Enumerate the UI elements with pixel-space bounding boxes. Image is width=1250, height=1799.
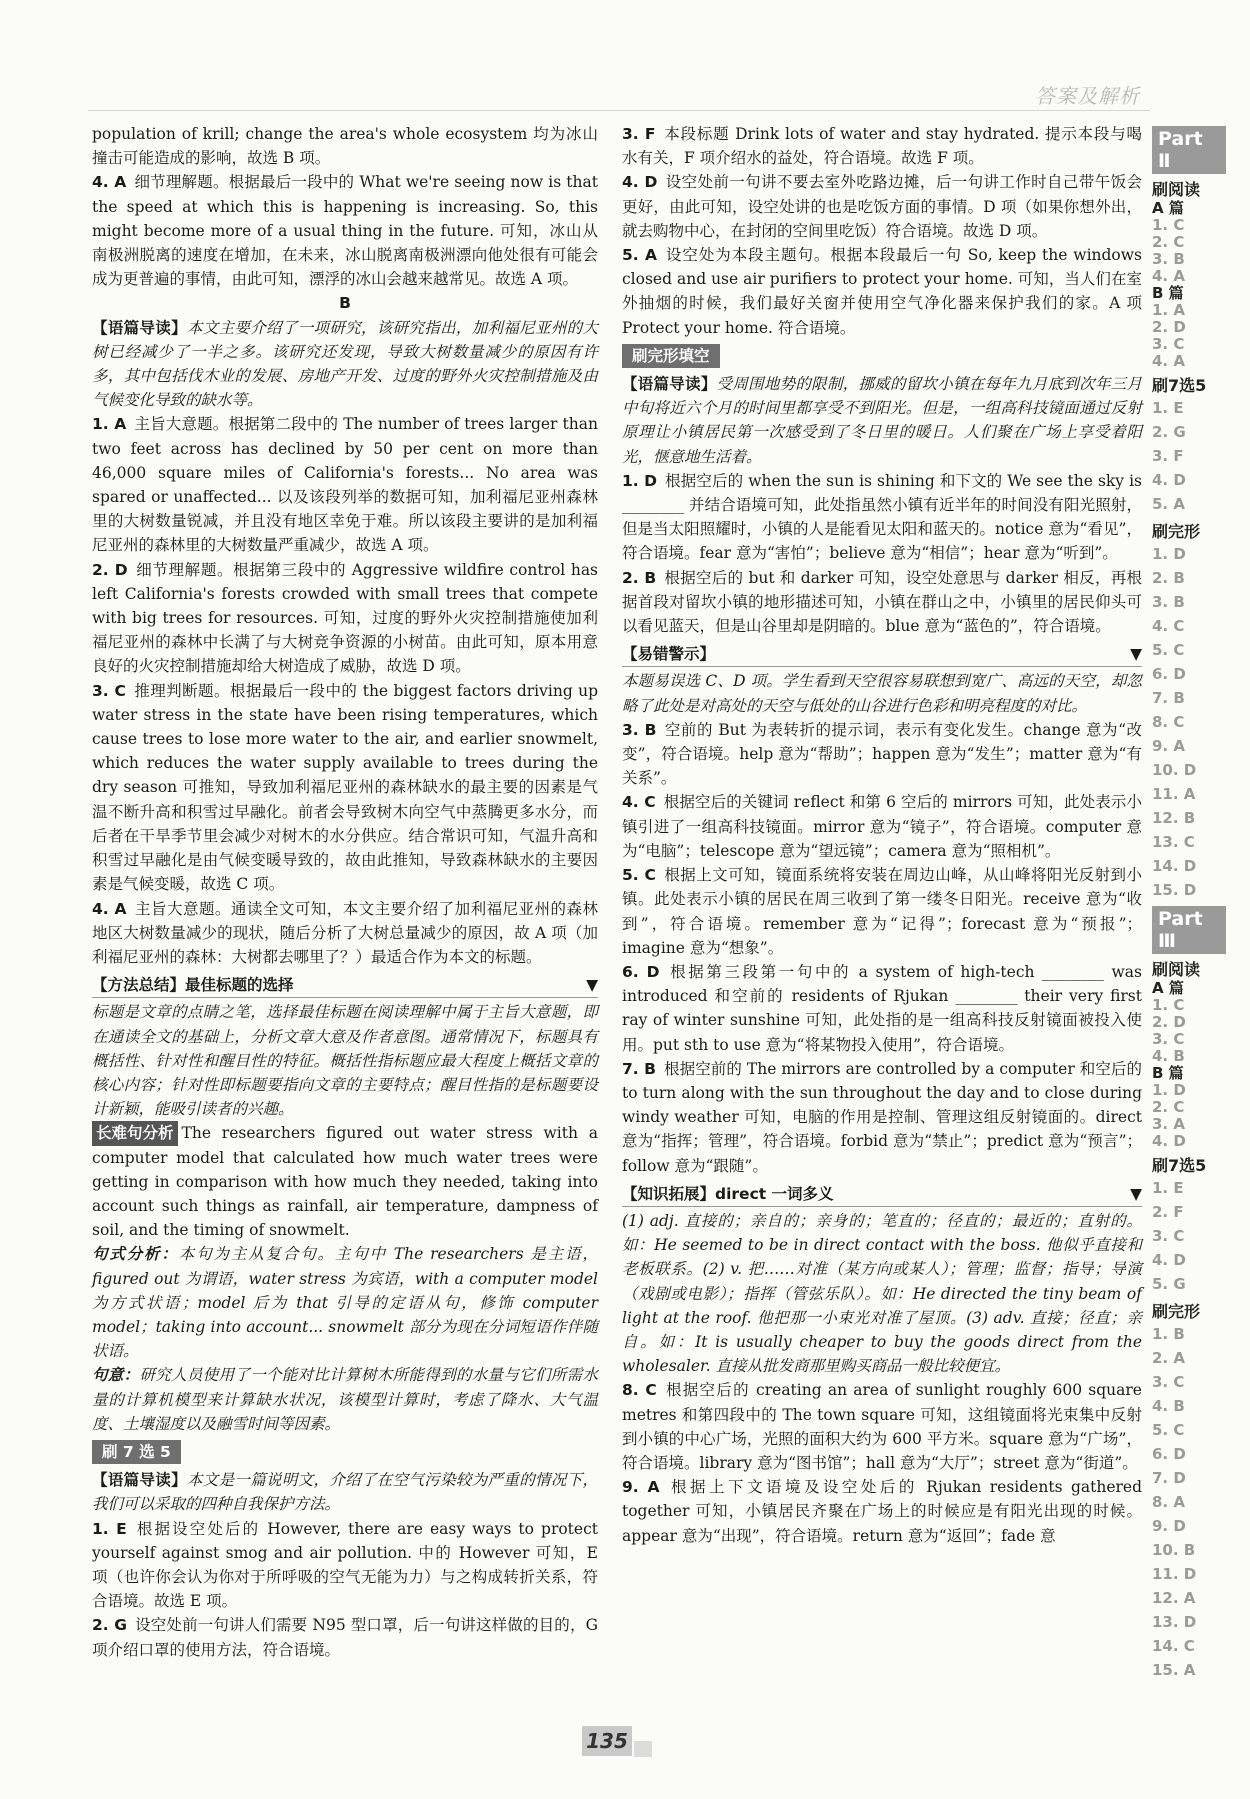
syntax-label: 句式分析： xyxy=(92,1245,179,1264)
answer-item xyxy=(622,863,1142,960)
answer-number: 4. C xyxy=(622,793,656,812)
answer-text: 根据第三段第一句中的 a system of high-tech ________ was introduced 和空前的 residents of Rjukan ________ their very first ray of winter sunshine 可知，此处指的是一组高科技反射镜面被投入使用。put sth to use 意为“将某物投入使用”，符合语境。 xyxy=(622,962,1143,1054)
long-sentence-label: 长难句分析 xyxy=(92,1121,178,1145)
sidebar-heading: A 篇 xyxy=(1152,979,1184,997)
sidebar-heading: 刷7选5 xyxy=(1152,1156,1207,1175)
answer-number: 9. A xyxy=(622,1478,660,1497)
syntax-analysis xyxy=(92,1242,598,1363)
answer-number: 2. G xyxy=(92,1616,127,1635)
sidebar-answer: 4. A xyxy=(1152,267,1185,285)
answer-number: 4. A xyxy=(92,899,127,918)
answer-number: 6. D xyxy=(622,962,660,981)
sidebar-answer: 14. C xyxy=(1152,1637,1195,1655)
answer-item xyxy=(92,897,598,970)
sidebar-answer: 12. A xyxy=(1152,1589,1196,1607)
sidebar-answer: 1. C xyxy=(1152,996,1185,1014)
sidebar-answer: 2. G xyxy=(1152,423,1186,441)
sidebar-answer: 3. C xyxy=(1152,1373,1185,1391)
reading-guide xyxy=(622,372,1142,469)
sidebar-answer: 2. B xyxy=(1152,569,1185,587)
guide-label: 【语篇导读】 xyxy=(92,318,187,337)
answer-number: 3. F xyxy=(622,125,656,143)
sidebar-heading: 刷完形 xyxy=(1152,1302,1201,1321)
answer-text: 根据空前的 The mirrors are controlled by a computer 和空后的 to turn along with the sun throughout the day and to close during windy weather 可知，电脑的作用是控制、管理这组反射镜面的。direct 意为“指挥；管理”，符合语境。forbid 意为“禁止”；predict 意为“预言”；follow 意为“跟随”。 xyxy=(622,1059,1142,1175)
sentence-meaning xyxy=(92,1363,598,1436)
sidebar-answer: 8. C xyxy=(1152,713,1185,731)
answer-number: 1. D xyxy=(622,471,658,490)
sidebar-answer: 1. D xyxy=(1152,545,1186,563)
sidebar-answer: 4. B xyxy=(1152,1047,1185,1065)
method-text: 标题是文章的点睛之笔，选择最佳标题在阅读理解中属于主旨大意题，即在通读全文的基础上，分析文章大意及作者意图。通常情况下，标题具有概括性、针对性和醒目性的特征。概括性指标题应最大程度上概括文章的核心内容；针对性即标题要指向文章的主要特点；醒目性指的是标题要设计新颖，能吸引读者的兴趣。 xyxy=(92,1003,598,1119)
sidebar-answer: 13. C xyxy=(1152,833,1195,851)
answer-item xyxy=(622,469,1142,566)
sidebar-answer: 1. C xyxy=(1152,216,1185,234)
meaning-text: 研究人员使用了一个能对比计算树木所能得到的水量与它们所需水量的计算机模型来计算缺水状况，该模型计算时，考虑了降水、大气温度、土壤湿度以及融雪时间等因素。 xyxy=(92,1366,598,1433)
answer-item xyxy=(92,1613,598,1661)
answer-text: 设空处前一句讲不要去室外吃路边摊，后一句讲工作时自己带午饭会更好，由此可知，设空处讲的也是吃饭方面的事情。D 项（如果你想外出，就去购物中心，在封闭的空间里吃饭）符合语境。故选 D 项。 xyxy=(622,173,1142,240)
sidebar-heading: 刷阅读 xyxy=(1152,180,1201,199)
answer-number: 7. B xyxy=(622,1059,656,1078)
sidebar-answer: 2. C xyxy=(1152,233,1185,251)
guide-text: 本文是一篇说明文，介绍了在空气污染较为严重的情况下，我们可以采取的四种自我保护方法。 xyxy=(92,1471,598,1514)
answer-item xyxy=(622,122,1142,170)
header-rule xyxy=(88,110,1150,111)
answer-text: 细节理解题。根据最后一段中的 What we're seeing now is that the speed at which this is happening is increasing. So, this might become more of a usual thing in the future. 可知，冰山从南极洲脱离的速度在增加，在未来，冰山脱离南极洲漂向他处很有可能会成为更普遍的事情，由此可知，漂浮的冰山会越来越常见。故选 A 项。 xyxy=(92,173,598,289)
reading-guide xyxy=(92,316,598,413)
sidebar-heading: 刷完形 xyxy=(1152,522,1201,541)
sidebar-heading: 刷阅读 xyxy=(1152,960,1201,979)
answer-number: 8. C xyxy=(622,1381,657,1400)
answer-text: 根据上下文语境及设空处后的 Rjukan residents gathered together 可知，小镇居民齐聚在广场上的时候应是有阳光出现的时候。appear 意为“出现”，符合语境。return 意为“返回”；fade 意 xyxy=(622,1478,1142,1545)
answer-text: 推理判断题。根据最后一段中的 the biggest factors driving up water stress in the state have been rising temperatures, which cause trees to lose more water to the air, and earlier snowmelt, which reduces the water supply available to trees during the dry season 可推知，导致加利福尼亚州的森林缺水的最主要的因素是气温不断升高和积雪过早融化。前者会导致树木向空气中蒸腾更多水分，而后者在干旱季节里会减少对树木的水分供应。结合常识可知，气温升高和积雪过早融化是由气候变暖导致的，故由此推知，导致森林缺水的主要因素是气候变暖，故选 C 项。 xyxy=(92,681,599,894)
sidebar-answer: 3. A xyxy=(1152,1115,1185,1133)
sidebar-answer: 7. D xyxy=(1152,1469,1186,1487)
sidebar-answer: 4. C xyxy=(1152,617,1185,635)
left-column xyxy=(92,122,598,1662)
answer-number: 5. A xyxy=(622,246,658,265)
answer-text: 空前的 But 为表转折的提示词，表示有变化发生。change 意为“改变”，符合语境。help 意为“帮助”；happen 意为“发生”；matter 意为“有关系”。 xyxy=(622,720,1142,788)
triangle-icon: ▼ xyxy=(1130,645,1142,664)
sidebar-answer: 15. D xyxy=(1152,881,1197,899)
answer-item xyxy=(92,558,598,679)
right-column xyxy=(622,122,1142,1548)
sidebar-answer: 4. D xyxy=(1152,471,1186,489)
page-number-decoration xyxy=(634,1741,652,1757)
long-sentence xyxy=(92,1121,598,1242)
sidebar-answer: 3. C xyxy=(1152,335,1185,353)
paragraph: population of krill; change the area's whole ecosystem 均为冰山撞击可能造成的影响，故选 B 项。 xyxy=(92,125,598,168)
sidebar-answer: 9. D xyxy=(1152,1517,1186,1535)
answer-number: 3. C xyxy=(92,681,126,700)
part-tab: Part Ⅱ xyxy=(1152,126,1226,174)
sidebar-heading: B 篇 xyxy=(1152,1064,1184,1082)
method-box-title xyxy=(92,973,598,998)
sidebar-answer: 4. D xyxy=(1152,1132,1186,1150)
header-title: 答案及解析 xyxy=(1035,84,1140,108)
answer-item xyxy=(622,1378,1142,1475)
sidebar-answer: 14. D xyxy=(1152,857,1197,875)
answer-number: 4. D xyxy=(622,173,658,192)
sidebar-heading: A 篇 xyxy=(1152,199,1184,217)
sidebar-answer: 3. B xyxy=(1152,250,1185,268)
sidebar-answer: 8. A xyxy=(1152,1493,1185,1511)
answer-text: 细节理解题。根据第三段中的 Aggressive wildfire control has left California's forests crowded with small trees that compete with big trees for resources. 可知，过度的野外火灾控制措施使加利福尼亚州的森林中长满了与大树竞争资源的小树苗。由此可知，原本用意良好的火灾控制措施却给大树造成了威胁，故选 D 项。 xyxy=(92,560,599,676)
answer-item xyxy=(622,960,1142,1057)
sidebar-answer: 5. C xyxy=(1152,1421,1185,1439)
knowledge-text: (1) adj. 直接的；亲自的；亲身的；笔直的；径直的；最近的；直射的。如：He seemed to be in direct contact with the boss. 他似乎直接和老板联系。(2) v. 把……对准（某方向或某人）；管理；监督；指导；导演（戏剧或电影）；指挥（管弦乐队）。如：He directed the tiny beam of light at the roof. 他把那一小束光对准了屋顶。(3) adv. 直接；径直；亲自。如：It is usually cheaper to buy the goods direct from the wholesaler. 直接从批发商那里购买商品一般比较便宜。 xyxy=(622,1211,1142,1376)
sidebar-answer: 1. A xyxy=(1152,301,1185,319)
guide-label: 【语篇导读】 xyxy=(92,1471,187,1490)
sidebar-answer: 3. C xyxy=(1152,1030,1185,1048)
answer-item xyxy=(622,243,1142,340)
sidebar-answer: 2. F xyxy=(1152,1203,1184,1221)
answer-item xyxy=(622,1475,1142,1548)
sidebar-answer: 4. D xyxy=(1152,1251,1186,1269)
triangle-icon: ▼ xyxy=(586,976,598,995)
answer-number: 1. E xyxy=(92,1519,127,1538)
answer-item xyxy=(622,790,1142,863)
answer-text: 本段标题 Drink lots of water and stay hydrated. 提示本段与喝水有关，F 项介绍水的益处，符合语境。故选 F 项。 xyxy=(622,125,1142,168)
sidebar-answer: 5. C xyxy=(1152,641,1185,659)
sidebar-answer: 1. B xyxy=(1152,1325,1185,1343)
answer-text: 根据空后的 creating an area of sunlight roughly 600 square metres 和第四段中的 The town square 可知，这组镜面将光束集中反射到小镇的中心广场，光照的面积大约为 600 平方米。square 意为“广场”，符合语境。library 意为“图书馆”；hall 意为“大厅”；street 意为“街道”。 xyxy=(622,1381,1142,1472)
answer-item xyxy=(622,566,1142,639)
answer-item xyxy=(92,412,598,557)
sidebar-answer: 9. A xyxy=(1152,737,1185,755)
sidebar-answer: 7. B xyxy=(1152,689,1185,707)
sidebar-answer: 1. E xyxy=(1152,399,1184,417)
sidebar-answer: 5. G xyxy=(1152,1275,1186,1293)
section-tab-cloze: 刷完形填空 xyxy=(622,344,720,368)
meaning-label: 句意： xyxy=(92,1366,140,1385)
sidebar-answer: 12. B xyxy=(1152,809,1196,827)
answer-text: 设空处为本段主题句。根据本段最后一句 So, keep the windows closed and use air purifiers to protect your home. 可知，当人们在室外抽烟的时候，我们最好关窗并使用空气净化器来保护我们的家。A 项 Protect your home. 符合语境。 xyxy=(622,246,1142,337)
answer-text: 根据空后的 when the sun is shining 和下文的 We see the sky is ________ 并结合语境可知，此处指虽然小镇有近半年的时间没有阳光照射，但是当太阳照耀时，小镇的人是能看见太阳和蓝天的。notice 意为“看见”，符合语境。fear 意为“害怕”；believe 意为“相信”；hear 意为“听到”。 xyxy=(622,471,1143,563)
sidebar-answer: 2. C xyxy=(1152,1098,1185,1116)
sidebar-answer: 6. D xyxy=(1152,665,1186,683)
sidebar-heading: B 篇 xyxy=(1152,284,1184,302)
guide-label: 【语篇导读】 xyxy=(622,375,717,394)
answer-number: 2. D xyxy=(92,560,128,579)
sidebar-answer: 15. A xyxy=(1152,1661,1196,1679)
sidebar-answer: 3. B xyxy=(1152,593,1185,611)
sidebar-answer: 2. D xyxy=(1152,318,1186,336)
section-tab-7-5: 刷 7 选 5 xyxy=(92,1440,181,1464)
page-number: 135 xyxy=(582,1726,632,1756)
sidebar-answer: 11. A xyxy=(1152,785,1196,803)
answer-item xyxy=(92,1517,598,1614)
sidebar-answer: 4. B xyxy=(1152,1397,1185,1415)
answer-item xyxy=(622,1057,1142,1178)
sidebar-answer: 10. B xyxy=(1152,1541,1196,1559)
part-tab: Part Ⅲ xyxy=(1152,906,1226,954)
knowledge-box-title xyxy=(622,1182,1142,1207)
knowledge-title-text: 【知识拓展】direct 一词多义 xyxy=(622,1184,834,1203)
sidebar-answer: 13. D xyxy=(1152,1613,1197,1631)
triangle-icon: ▼ xyxy=(1130,1184,1142,1203)
answer-text: 根据空后的关键词 reflect 和第 6 空后的 mirrors 可知，此处表示小镇引进了一组高科技镜面。mirror 意为“镜子”，符合语境。computer 意为“电脑”；telescope 意为“望远镜”；camera 意为“照相机”。 xyxy=(622,793,1142,860)
answer-text: 根据空后的 but 和 darker 可知，设空处意思与 darker 相反，再根据首段对留坎小镇的地形描述可知，小镇在群山之中，小镇里的居民仰头可以看见蓝天，但是山谷里却是阴暗的。blue 意为“蓝色的”，符合语境。 xyxy=(622,568,1142,636)
answer-item xyxy=(622,718,1142,791)
section-letter: B xyxy=(339,294,351,313)
answer-number: 2. B xyxy=(622,568,657,587)
sidebar-answer: 2. A xyxy=(1152,1349,1185,1367)
answer-number: 1. A xyxy=(92,415,127,434)
answer-sidebar xyxy=(1152,122,1230,1682)
warning-text: 本题易误选 C、D 项。学生看到天空很容易联想到宽广、高远的天空，却忽略了此处是对高处的天空与低处的山谷进行色彩和明亮程度的对比。 xyxy=(622,672,1142,715)
answer-text: 根据设空处后的 However, there are easy ways to protect yourself against smog and air pollution. 中的 However 可知，E 项（也许你会认为你对于所呼吸的空气无能为力）与之构成转折关系，符合语境。故选 E 项。 xyxy=(92,1519,598,1611)
answer-number: 3. B xyxy=(622,720,657,739)
warning-box-title xyxy=(622,642,1142,667)
answer-number: 4. A xyxy=(92,173,127,192)
sidebar-answer: 6. D xyxy=(1152,1445,1186,1463)
guide-text: 受周围地势的限制，挪威的留坎小镇在每年九月底到次年三月中旬将近六个月的时间里都享受不到阳光。但是，一组高科技镜面通过反射原理让小镇居民第一次感受到了冬日里的暖日。人们聚在广场上享受着阳光，惬意地生活着。 xyxy=(622,375,1142,466)
sidebar-answer: 11. D xyxy=(1152,1565,1197,1583)
answer-item xyxy=(92,170,598,291)
answer-number: 5. C xyxy=(622,866,656,885)
sidebar-answer: 1. E xyxy=(1152,1179,1184,1197)
sidebar-answer: 3. C xyxy=(1152,1227,1185,1245)
sidebar-answer: 4. A xyxy=(1152,352,1185,370)
syntax-text: 本句为主从复合句。主句中 The researchers 是主语，figured out 为谓语，water stress 为宾语，with a computer model 为方式状语；model 后为 that 引导的定语从句，修饰 computer model；taking into account... snowmelt 部分为现在分词短语作伴随状语。 xyxy=(92,1245,598,1361)
answer-item xyxy=(622,170,1142,243)
sidebar-answer: 5. A xyxy=(1152,495,1185,513)
method-title-text: 【方法总结】最佳标题的选择 xyxy=(92,976,294,995)
answer-item xyxy=(92,679,598,897)
long-sentence-text: The researchers figured out water stress with a computer model that calculated how much water trees were getting in comparison with how much they needed, taking into account such things as rainfall, air temperature, dampness of soil, and the timing of snowmelt. xyxy=(92,1124,598,1240)
answer-text: 主旨大意题。根据第二段中的 The number of trees larger than two feet across has declined by 50 per cent on more than 46,000 square miles of California's forests... No area was spared or unaffected... 以及该段列举的数据可知，加利福尼亚州森林里的大树数量锐减，并且没有地区幸免于难。所以该段主要讲的是加利福尼亚州的森林里的大树数量严重减少，故选 A 项。 xyxy=(92,415,598,555)
answer-text: 设空处前一句讲人们需要 N95 型口罩，后一句讲这样做的目的，G 项介绍口罩的使用方法，符合语境。 xyxy=(92,1616,598,1659)
answer-text: 根据上文可知，镜面系统将安装在周边山峰，从山峰将阳光反射到小镇。此处表示小镇的居民在周三收到了第一缕冬日阳光。receive 意为“收到”，符合语境。remember 意为“记得”；forecast 意为“预报”；imagine 意为“想象”。 xyxy=(622,866,1142,957)
sidebar-answer: 2. D xyxy=(1152,1013,1186,1031)
sidebar-answer: 10. D xyxy=(1152,761,1197,779)
sidebar-answer: 3. F xyxy=(1152,447,1184,465)
sidebar-answer: 1. D xyxy=(1152,1081,1186,1099)
sidebar-heading: 刷7选5 xyxy=(1152,376,1207,395)
answer-text: 主旨大意题。通读全文可知，本文主要介绍了加利福尼亚州的森林地区大树数量减少的现状，随后分析了大树总量减少的原因，故 A 项（加利福尼亚州的森林：大树都去哪里了？）最适合作为本文的标题。 xyxy=(92,899,598,966)
reading-guide-2 xyxy=(92,1468,598,1516)
guide-text: 本文主要介绍了一项研究，该研究指出，加利福尼亚州的大树已经减少了一半之多。该研究还发现，导致大树数量减少的原因有许多，其中包括伐木业的发展、房地产开发、过度的野外火灾控制措施及由气候变化导致的缺水等。 xyxy=(92,318,598,410)
warning-title-text: 【易错警示】 xyxy=(622,645,716,664)
